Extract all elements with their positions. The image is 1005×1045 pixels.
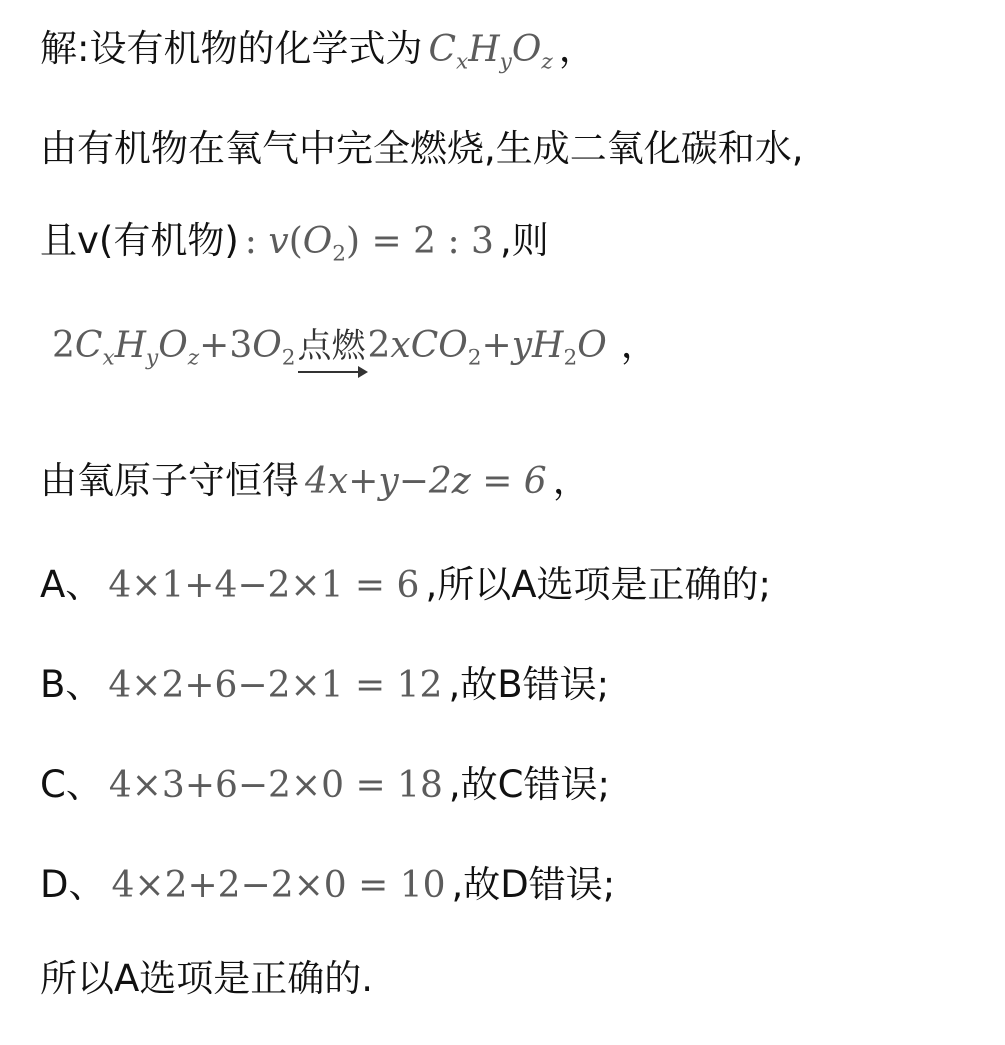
- option-label: A、: [40, 563, 103, 606]
- option-math: 4×2+6−2×1 = 12: [108, 665, 443, 706]
- option-math: 4×3+6−2×0 = 18: [108, 765, 443, 806]
- option-d-line: [40, 863, 616, 906]
- reaction-condition: [297, 326, 366, 369]
- line-formula-setup: [40, 27, 596, 75]
- reaction-right: $2xCO_2+yH_2O$: [367, 325, 607, 371]
- conclusion-line: [40, 957, 374, 1000]
- setup-trailing-comma: ，: [558, 27, 596, 70]
- formula-cxhyoz: $C_xH_yO_z$: [428, 29, 553, 75]
- line-oxygen-conservation: [40, 459, 590, 502]
- option-verdict: ,故C错误;: [448, 763, 610, 806]
- oxygen-conservation-text: 由氧原子守恒得: [40, 459, 299, 502]
- line-combustion-statement: [40, 127, 804, 170]
- option-math: 4×1+4−2×1 = 6: [108, 565, 420, 606]
- volume-ratio-text: 且v(有机物): [40, 219, 239, 262]
- reaction-trailing-comma: ，: [620, 323, 658, 366]
- combustion-equation: [52, 323, 658, 371]
- option-a-line: [40, 563, 771, 606]
- reaction-condition-label: 点燃: [297, 326, 366, 366]
- combustion-text: 由有机物在氧气中完全燃烧,生成二氧化碳和水,: [40, 127, 804, 170]
- line-volume-ratio: [40, 219, 549, 267]
- oxygen-conservation-math: 4x+y−2z = 6: [305, 461, 547, 502]
- reaction-left: $2C_xH_yO_z+3O_2$: [52, 325, 296, 371]
- option-b-line: [40, 663, 610, 706]
- option-c-line: [40, 763, 610, 806]
- option-verdict: ,故B错误;: [448, 663, 610, 706]
- option-label: C、: [40, 763, 103, 806]
- conclusion-text: 所以A选项是正确的.: [40, 957, 374, 1000]
- volume-ratio-math: : $v(O_2) = 2$ : 3: [244, 221, 494, 267]
- oxygen-conservation-trailing: ，: [552, 459, 590, 502]
- volume-ratio-trailing: ,则: [499, 219, 549, 262]
- setup-text: 解:设有机物的化学式为: [40, 27, 423, 70]
- option-label: D、: [40, 863, 106, 906]
- option-verdict: ,故D错误;: [451, 863, 616, 906]
- arrow-head-icon: [358, 366, 368, 378]
- option-verdict: ,所以A选项是正确的;: [425, 563, 771, 606]
- option-label: B、: [40, 663, 103, 706]
- option-math: 4×2+2−2×0 = 10: [111, 865, 446, 906]
- reaction-arrow: [298, 371, 366, 373]
